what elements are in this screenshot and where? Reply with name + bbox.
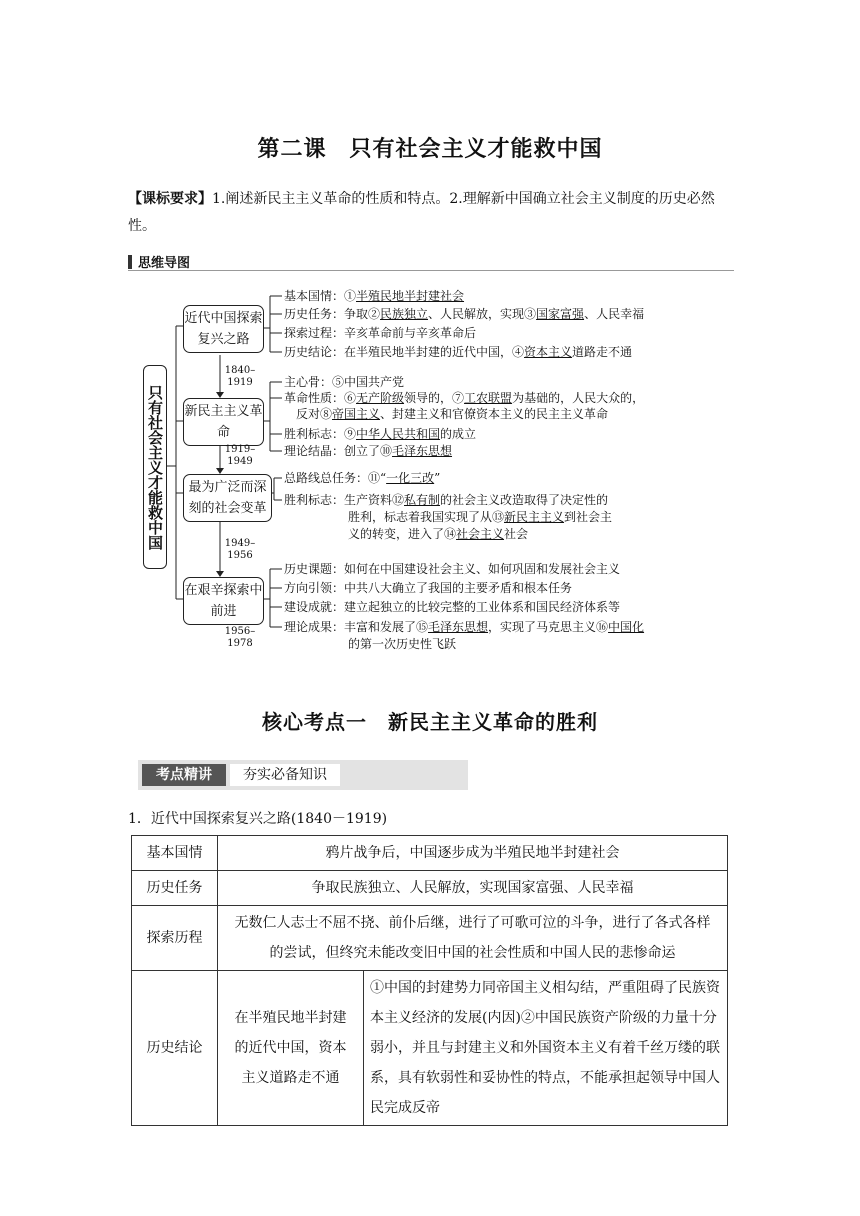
- table-row: 历史任务 争取民族独立、人民解放，实现国家富强、人民幸福: [132, 871, 728, 906]
- mindmap-root: 只有社会主义才能救中国: [143, 365, 167, 569]
- year-label: 1919–1949: [224, 444, 256, 467]
- mindmap-item: 理论成果：丰富和发展了⑮毛泽东思想，实现了马克思主义⑯中国化: [284, 620, 645, 634]
- year-label: 1840–1919: [224, 365, 256, 388]
- mindmap-item: 主心骨：⑤中国共产党: [284, 375, 405, 389]
- subsection-heading: 1．近代中国探索复兴之路(1840－1919): [128, 811, 388, 827]
- mindmap-item: 理论结晶：创立了⑩毛泽东思想: [284, 444, 453, 458]
- knowledge-table: [131, 835, 728, 1126]
- mindmap-heading: 思维导图: [128, 252, 734, 271]
- section-title: 核心考点一 新民主主义革命的胜利: [262, 710, 598, 734]
- node-new-democratic-revolution: 新民主主义革命: [183, 398, 264, 446]
- year-label: 1949–1956: [224, 538, 256, 561]
- section-banner: [138, 760, 468, 790]
- mindmap-item: 方向引领：中共八大确立了我国的主要矛盾和根本任务: [284, 581, 573, 595]
- mindmap-item: 历史课题：如何在中国建设社会主义、如何巩固和发展社会主义: [284, 562, 621, 576]
- mindmap-item: 胜利标志：生产资料⑫私有制的社会主义改造取得了决定性的: [284, 493, 609, 507]
- table-row: 探索历程 无数仁人志士不屈不挠、前仆后继，进行了可歌可泣的斗争，进行了各式各样的尝试，但终究未能改变旧中国的社会性质和中国人民的悲惨命运: [132, 906, 728, 971]
- mindmap-item: 革命性质：⑥无产阶级领导的，⑦工农联盟为基础的，人民大众的，: [284, 391, 645, 405]
- mindmap-item: 历史结论：在半殖民地半封建的近代中国，④资本主义道路走不通: [284, 345, 633, 359]
- requirement-label: 【课标要求】: [128, 191, 212, 207]
- node-modern-exploration: 近代中国探索复兴之路: [183, 305, 264, 353]
- mindmap-item: 胜利标志：⑨中华人民共和国的成立: [284, 427, 477, 441]
- mindmap-item: 胜利，标志着我国实现了从⑬新民主主义到社会主: [348, 510, 613, 524]
- node-arduous-exploration: 在艰辛探索中前进: [183, 577, 264, 625]
- mindmap-item: 总路线总任务：⑪“一化三改”: [284, 471, 441, 485]
- page-title: 第二课 只有社会主义才能救中国: [257, 136, 603, 162]
- banner-right: 夯实必备知识: [230, 764, 340, 786]
- table-row: 历史结论 在半殖民地半封建的近代中国，资本主义道路走不通 ①中国的封建势力同帝国主义相勾结，严重阻碍了民族资本主义经济的发展(内因)②中国民族资产阶级的力量十分弱小，并且与封建主义和外国资本主义有着千丝万缕的联系，具有软弱性和妥协性的特点，不能承担起领导中国人民完成反帝: [132, 971, 728, 1126]
- year-label: 1956–1978: [224, 626, 256, 649]
- mindmap-item: 反对⑧帝国主义、封建主义和官僚资本主义的民主主义革命: [296, 407, 609, 421]
- banner-left: 考点精讲: [142, 764, 226, 786]
- mindmap-item: 探索过程：辛亥革命前与辛亥革命后: [284, 326, 477, 340]
- table-row: 基本国情 鸦片战争后，中国逐步成为半殖民地半封建社会: [132, 836, 728, 871]
- node-social-transformation: 最为广泛而深刻的社会变革: [183, 474, 272, 522]
- mindmap-item: 建设成就：建立起独立的比较完整的工业体系和国民经济体系等: [284, 600, 621, 614]
- mindmap-item: 基本国情：①半殖民地半封建社会: [284, 289, 465, 303]
- mindmap-item: 义的转变，进入了⑭社会主义社会: [348, 527, 529, 541]
- requirement-text: 1.阐述新民主主义革命的性质和特点。2.理解新中国确立社会主义制度的历史必然性。: [128, 191, 715, 234]
- mindmap-item: 的第一次历史性飞跃: [348, 637, 457, 651]
- mindmap-item: 历史任务：争取②民族独立、人民解放，实现③国家富强、人民幸福: [284, 307, 645, 321]
